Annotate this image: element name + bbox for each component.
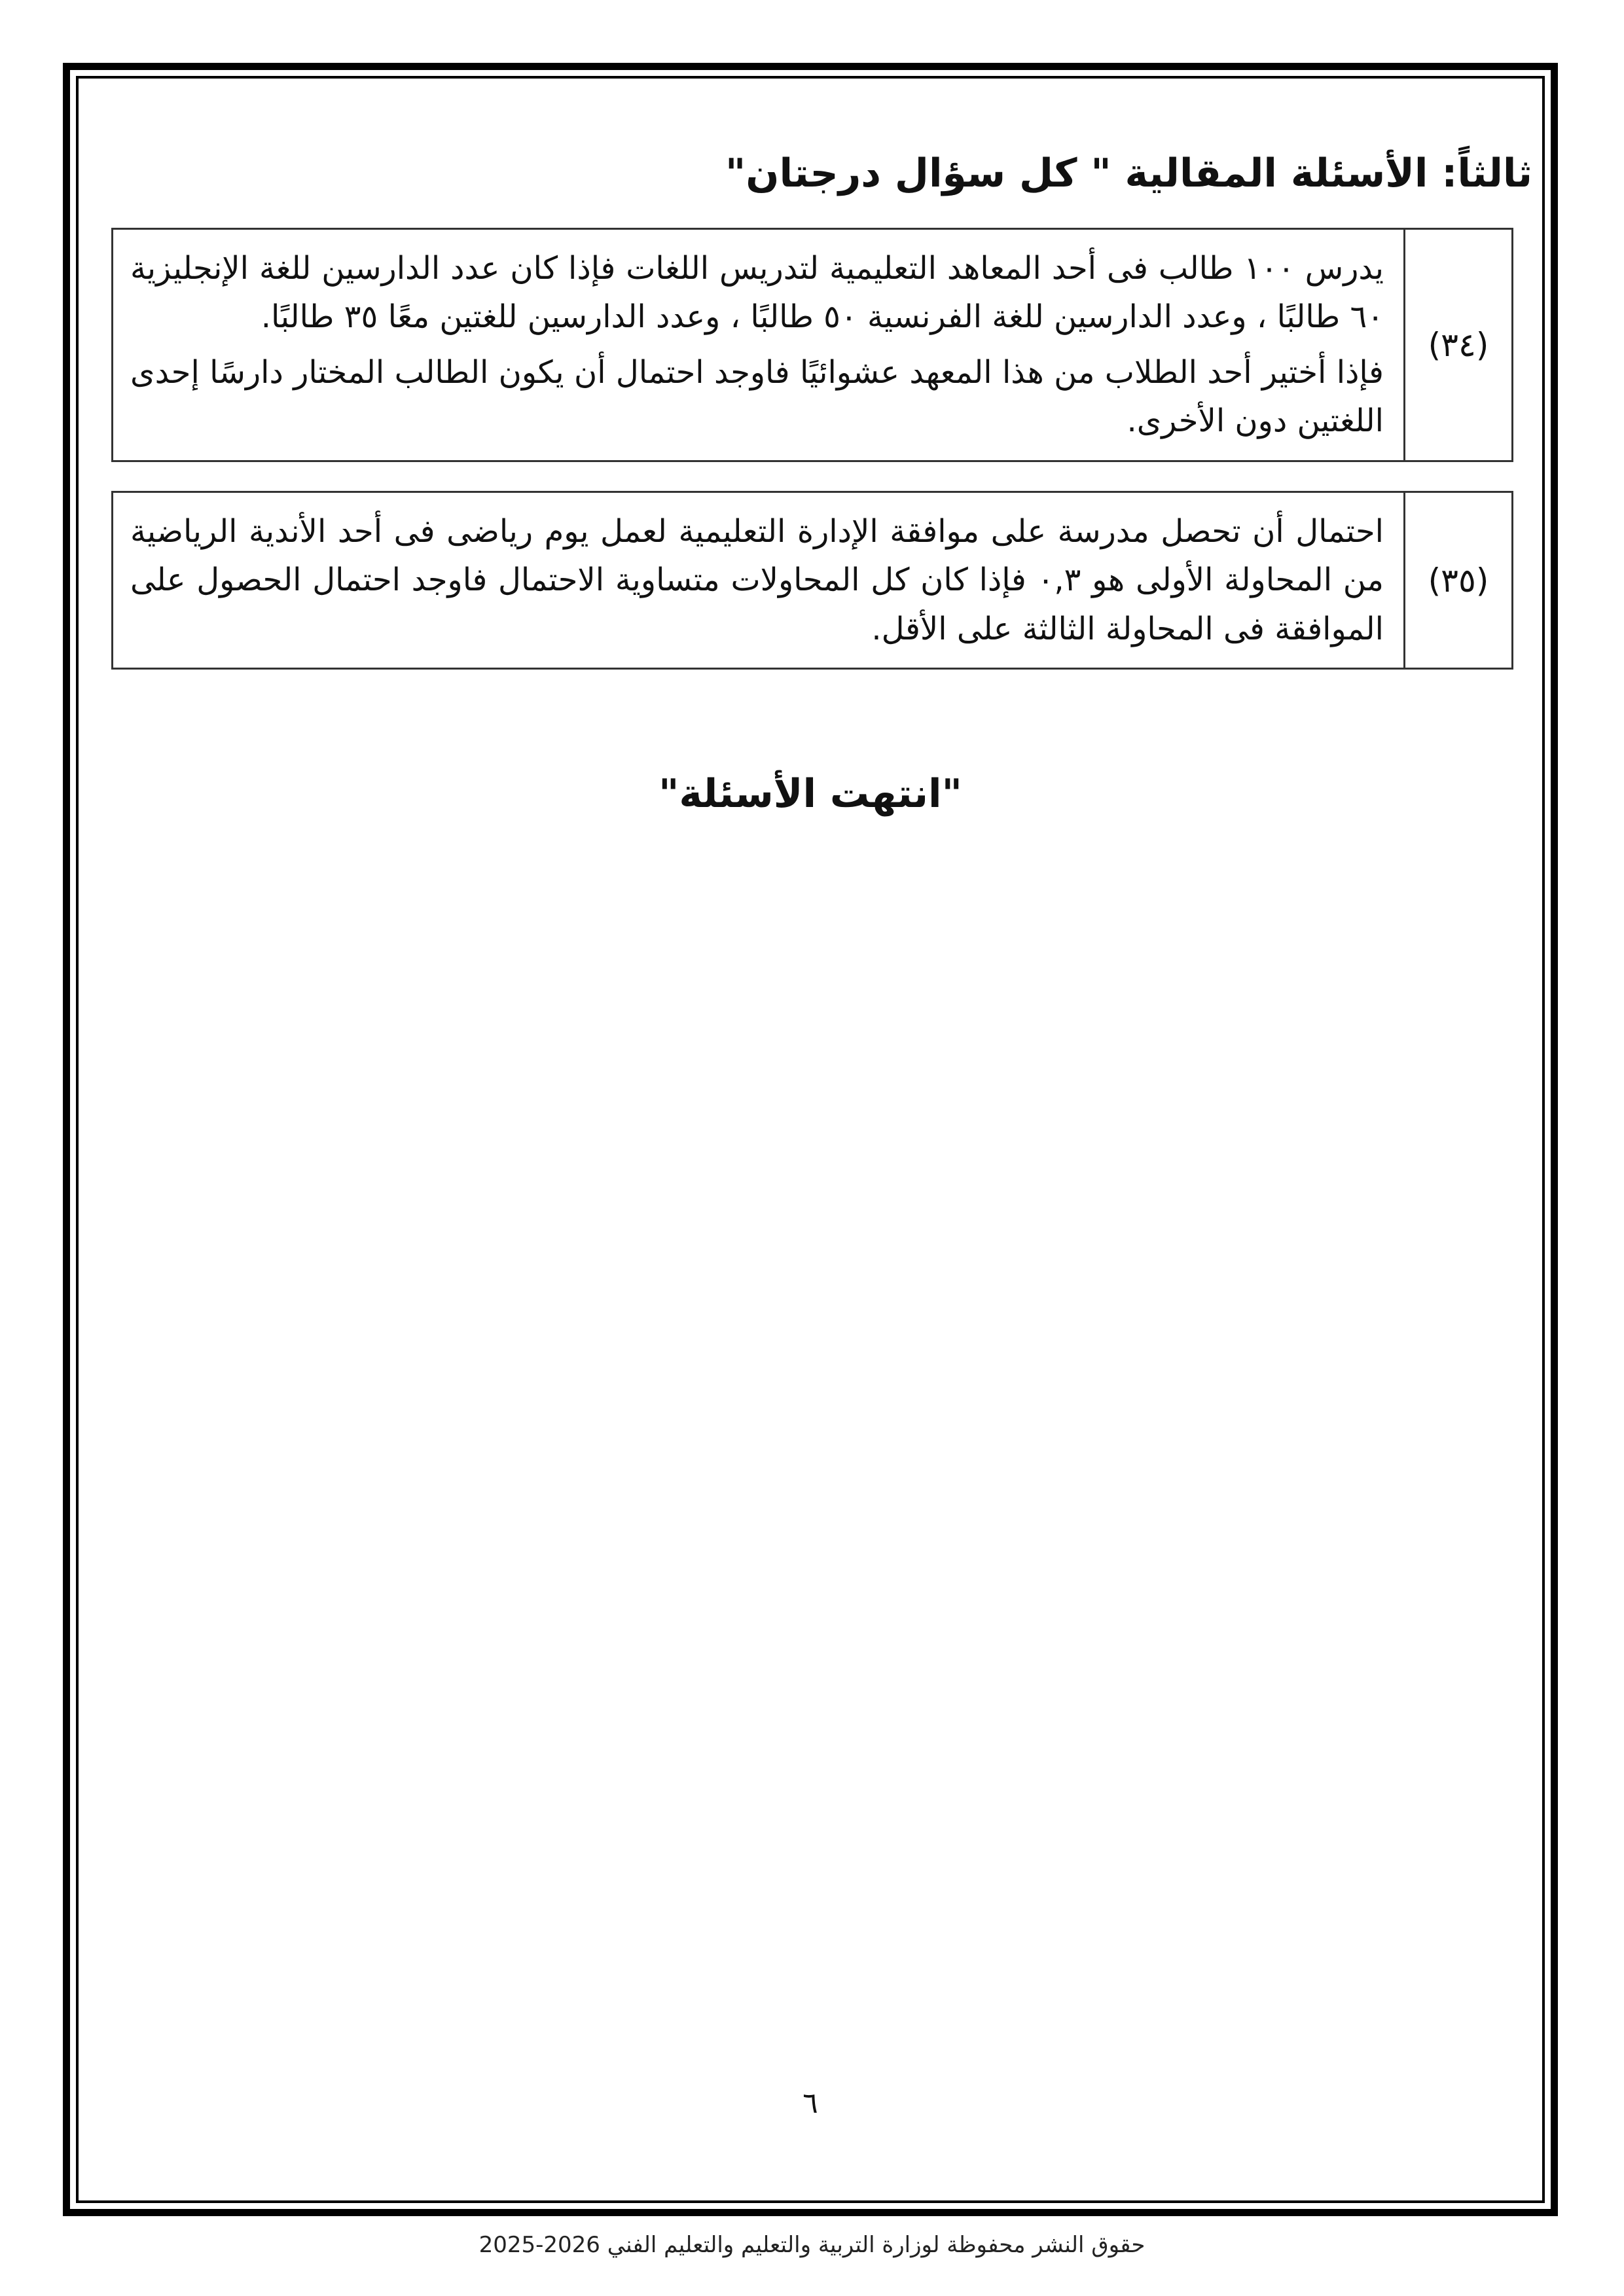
question-number: (٣٤) bbox=[1405, 229, 1513, 461]
question-number: (٣٥) bbox=[1405, 492, 1513, 669]
question-paragraph: فإذا أختير أحد الطلاب من هذا المعهد عشوائيًا فاوجد احتمال أن يكون الطالب المختار دارسًا إحدى اللغتين دون الأخرى. bbox=[130, 353, 1384, 440]
section-heading: ثالثاً: الأسئلة المقالية " كل سؤال درجتان" bbox=[725, 151, 1532, 196]
question-text bbox=[113, 229, 1405, 461]
question-paragraph: يدرس ١٠٠ طالب فى أحد المعاهد التعليمية لتدريس اللغات فإذا كان عدد الدارسين للغة الإنجليزية ٦٠ طالبًا ، وعدد الدارسين للغة الفرنسية ٥٠ طالبًا ، وعدد الدارسين للغتين معًا ٣٥ طالبًا. bbox=[130, 250, 1384, 336]
page-number: ٦ bbox=[803, 2087, 818, 2120]
end-of-questions-note: "انتهت الأسئلة" bbox=[659, 771, 962, 817]
question-34-box bbox=[111, 228, 1513, 462]
copyright-footer: حقوق النشر محفوظة لوزارة التربية والتعليم والتعليم الفني 2026-2025 bbox=[478, 2232, 1146, 2258]
question-text bbox=[113, 492, 1405, 669]
question-35-box bbox=[111, 491, 1513, 670]
question-paragraph: احتمال أن تحصل مدرسة على موافقة الإدارة التعليمية لعمل يوم رياضى فى أحد الأندية الرياضية من المحاولة الأولى هو ٠,٣ فإذا كان كل المحاولات متساوية الاحتمال فاوجد احتمال الحصول على الموافقة فى المحاولة الثالثة على الأقل. bbox=[130, 513, 1384, 647]
